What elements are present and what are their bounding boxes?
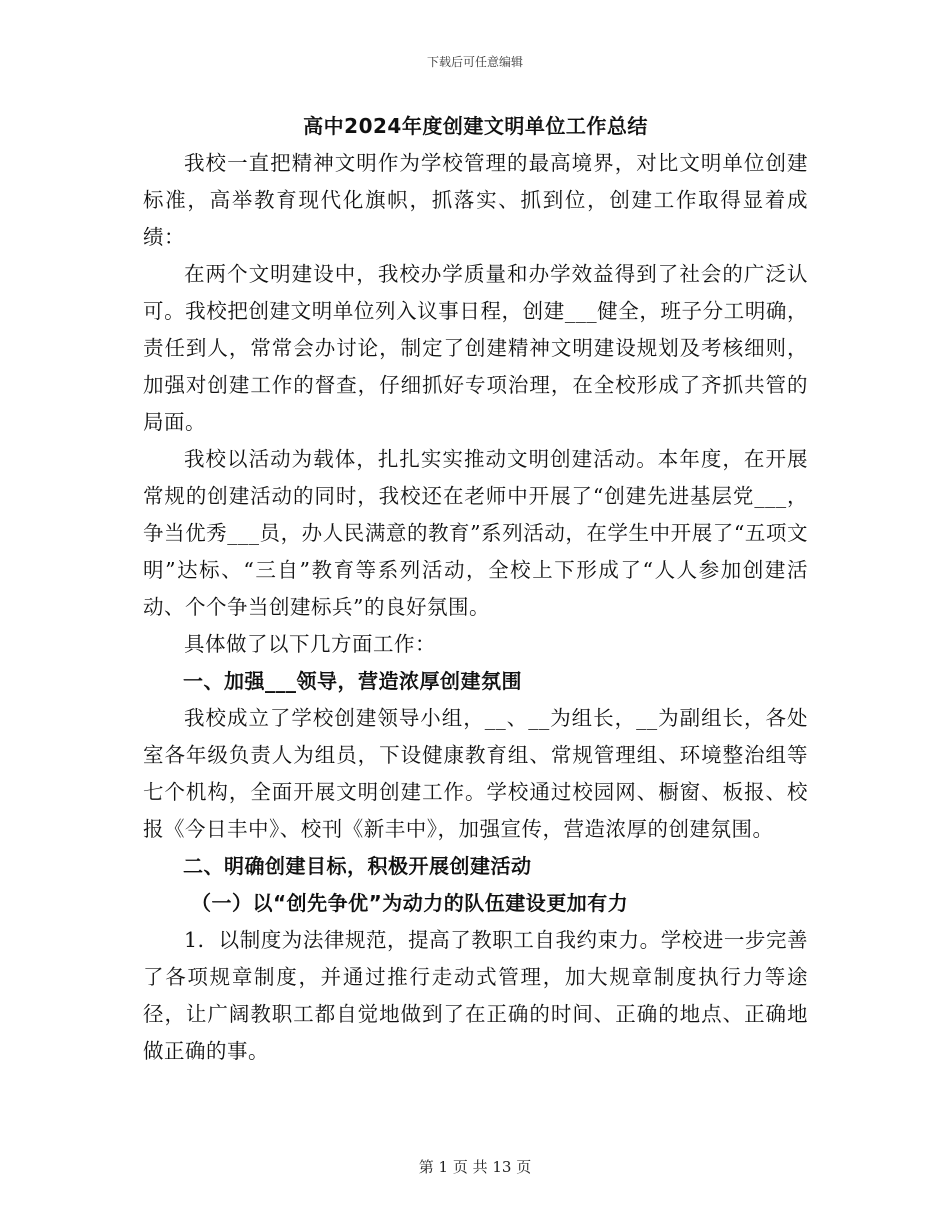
paragraph-section-1: 我校成立了学校创建领导小组，__、__为组长，__为副组长，各处室各年级负责人为组员，下设健康教育组、常规管理组、环境整治组等七个机构，全面开展文明创建工作。学校通过校园网、橱窗、板报、校报《今日丰中》、校刊《新丰中》，加强宣传，营造浓厚的创建氛围。 xyxy=(143,706,808,841)
section-heading-1: 一、加强___领导，营造浓厚创建氛围 xyxy=(183,669,522,693)
paragraph-section-2-1: 1．以制度为法律规范，提高了教职工自我约束力。学校进一步完善了各项规章制度，并通过推行走动式管理，加大规章制度执行力等途径，让广阔教职工都自觉地做到了在正确的时间、正确的地点、正确地做正确的事。 xyxy=(143,928,808,1063)
paragraph-two-civilizations: 在两个文明建设中，我校办学质量和办学效益得到了社会的广泛认可。我校把创建文明单位列入议事日程，创建___健全，班子分工明确，责任到人，常常会办讨论，制定了创建精神文明建设规划及考核细则，加强对创建工作的督查，仔细抓好专项治理，在全校形成了齐抓共管的局面。 xyxy=(143,262,808,434)
page-footer: 第 1 页 共 13 页 xyxy=(418,1158,532,1176)
paragraph-intro: 我校一直把精神文明作为学校管理的最高境界，对比文明单位创建标准，高举教育现代化旗帜，抓落实、抓到位，创建工作取得显着成绩： xyxy=(143,151,808,249)
paragraph-work-list-intro: 具体做了以下几方面工作： xyxy=(184,632,436,656)
subsection-heading-2-1: （一）以“创先争优”为动力的队伍建设更加有力 xyxy=(191,891,629,915)
document-body xyxy=(143,108,808,1070)
section-heading-2: 二、明确创建目标，积极开展创建活动 xyxy=(183,854,532,878)
document-title: 高中2024年度创建文明单位工作总结 xyxy=(303,114,648,138)
page-header: 下载后可任意编辑 xyxy=(426,55,523,69)
paragraph-activities: 我校以活动为载体，扎扎实实推动文明创建活动。本年度，在开展常规的创建活动的同时，我校还在老师中开展了“创建先进基层党___，争当优秀___员，办人民满意的教育”系列活动，在学生中开展了“五项文明”达标、“三自”教育等系列活动，全校上下形成了“人人参加创建活动、个个争当创建标兵”的良好氛围。 xyxy=(143,447,808,619)
